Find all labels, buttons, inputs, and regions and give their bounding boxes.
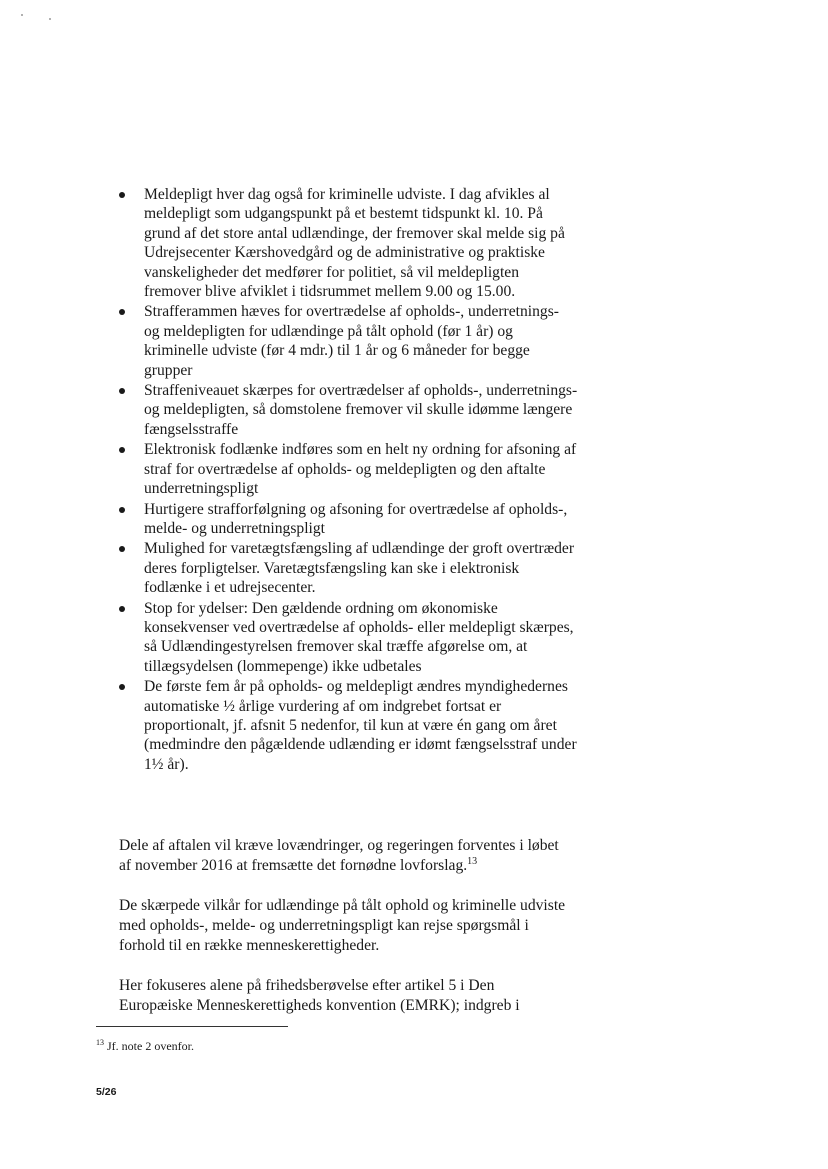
paragraph-text: Dele af aftalen vil kræve lovændringer, og regeringen forventes i løbet af november 2016 at fremsætte det fornødne lovforslag. bbox=[119, 837, 559, 874]
bullet-text: Straffeniveauet skærpes for overtrædelser af opholds-, underretnings- og meldepligten, så domstolene fremover vil skulle idømme længere fængselsstraffe bbox=[144, 382, 578, 438]
bullet-icon bbox=[119, 546, 125, 552]
bullet-item-ydelser bbox=[118, 599, 578, 677]
bullet-text: De første fem år på opholds- og meldepligt ændres myndighedernes automatiske ½ årlige vurdering af om indgrebet fortsat er proportionalt, jf. afsnit 5 nedenfor, til kun at være én gang om året (medmindre den pågældende udlænding er idømt fængselsstraf under 1½ år). bbox=[144, 678, 577, 773]
footnote-reference[interactable]: 13 bbox=[467, 855, 478, 867]
bullet-icon bbox=[119, 606, 125, 612]
paragraph-menneskerettigheder: De skærpede vilkår for udlændinge på tålt ophold og kriminelle udviste med opholds-, melde- og underretningspligt kan rejse spørgsmål i forhold til en række menneskerettigheder. bbox=[119, 897, 566, 954]
bullet-item-strafferamme bbox=[118, 302, 578, 380]
bullet-item-fodlaenke bbox=[118, 440, 578, 498]
bullet-item-varetaegt bbox=[118, 539, 578, 597]
page-number: 5/26 bbox=[96, 1086, 117, 1098]
bullet-icon bbox=[119, 507, 125, 513]
bullet-text: Stop for ydelser: Den gældende ordning om økonomiske konsekvenser ved overtrædelse af opholds- eller meldepligt skærpes, så Udlændingestyrelsen fremover skal træffe afgørelse om, at tillægsydelsen (lommepenge) ikke udbetales bbox=[144, 599, 574, 675]
bullet-icon bbox=[119, 684, 125, 690]
bullet-icon bbox=[119, 192, 125, 198]
bullet-item-meldepligt bbox=[118, 185, 578, 301]
bullet-item-vurdering bbox=[118, 677, 578, 774]
bullet-item-strafforfolgning bbox=[118, 500, 578, 539]
paragraph-frihedsberovelse: Her fokuseres alene på frihedsberøvelse efter artikel 5 i Den Europæiske Menneskerettigheds konvention (EMRK); indgreb i bbox=[119, 977, 520, 1014]
footnote-number: 13 bbox=[96, 1038, 104, 1047]
scan-speck bbox=[21, 14, 23, 16]
bullet-text: Mulighed for varetægtsfængsling af udlændinge der groft overtræder deres forpligtelser. Varetægtsfængsling kan ske i elektronisk fodlænke i et udrejsecenter. bbox=[144, 540, 575, 597]
footnote-divider bbox=[96, 1026, 288, 1027]
bullet-text: Hurtigere strafforfølgning og afsoning for overtrædelse af opholds-, melde- og underretningspligt bbox=[144, 500, 568, 537]
bullet-icon bbox=[119, 388, 125, 394]
bullet-icon bbox=[119, 309, 125, 315]
bullet-list bbox=[118, 185, 578, 775]
footnote-text: Jf. note 2 ovenfor. bbox=[107, 1039, 194, 1053]
bullet-text: Strafferammen hæves for overtrædelse af opholds-, underretnings- og meldepligten for udlændinge på tålt ophold (før 1 år) og kriminelle udviste (før 4 mdr.) til 1 år og 6 måneder for begge grupper bbox=[144, 303, 559, 379]
scan-speck bbox=[49, 18, 51, 20]
footnote bbox=[96, 1039, 194, 1053]
bullet-text: Meldepligt hver dag også for kriminelle udviste. I dag afvikles al meldepligt som udgangspunkt på et bestemt tidspunkt kl. 10. På grund af det store antal udlændinge, der fremover skal melde sig på Udrejsecenter Kærshovedgård og de administrative og praktiske vanskeligheder det medfører for politiet, så vil meldepligten fremover blive afviklet i tidsrummet mellem 9.00 og 15.00. bbox=[144, 186, 565, 301]
bullet-icon bbox=[119, 447, 125, 453]
bullet-text: Elektronisk fodlænke indføres som en helt ny ordning for afsoning af straf for overtrædelse af opholds- og meldepligten og den aftalte underretningspligt bbox=[144, 441, 577, 498]
bullet-item-straffeniveau bbox=[118, 381, 578, 439]
paragraph-lovaendringer bbox=[119, 836, 569, 876]
